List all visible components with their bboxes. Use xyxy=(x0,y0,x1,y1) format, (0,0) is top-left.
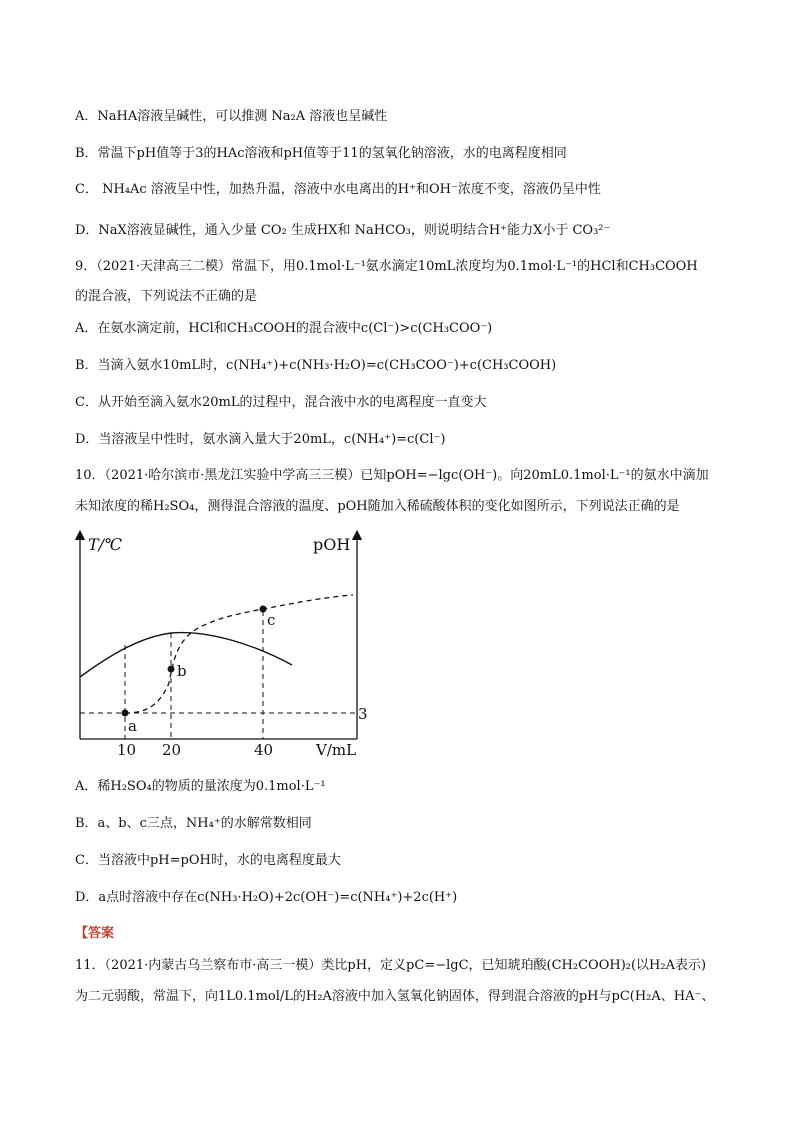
x-tick-10: 10 xyxy=(117,741,137,759)
q9-stem-line1: 9．（2021·天津高三二模）常温下，用0.1mol·L⁻¹氨水滴定10mL浓度均为0.1mol·L⁻¹的HCl和CH₃COOH xyxy=(75,259,698,274)
right-tick-3: 3 xyxy=(358,705,368,723)
y-right-label: pOH xyxy=(313,535,351,554)
q11-stem-line1: 11．（2021·内蒙古乌兰察布市·高三一模）类比pH，定义pC=−lgC，已知琥珀酸(CH₂COOH)₂(以H₂A表示) xyxy=(75,958,707,973)
x-tick-20: 20 xyxy=(162,741,182,759)
q9-option-b: B．当滴入氨水10mL时，c(NH₄⁺)+c(NH₃·H₂O)=c(CH₃COO⁻)+c(CH₃COOH) xyxy=(75,358,557,373)
q11-stem-line2: 为二元弱酸，常温下，向1L0.1mol/L的H₂A溶液中加入氢氧化钠固体，得到混合溶液的pH与pC(H₂A、HA⁻、 xyxy=(75,989,715,1004)
x-tick-40: 40 xyxy=(254,741,274,759)
q8-option-a: A．NaHA溶液呈碱性，可以推测 Na₂A 溶液也呈碱性 xyxy=(75,109,388,124)
q10-option-a: A．稀H₂SO₄的物质的量浓度为0.1mol·L⁻¹ xyxy=(75,779,326,794)
titration-figure xyxy=(70,527,370,763)
q8-option-b: B．常温下pH值等于3的HAc溶液和pH值等于11的氢氧化钠溶液，水的电离程度相同 xyxy=(75,146,567,161)
poh-curve xyxy=(125,595,353,713)
q10-stem-line2: 未知浓度的稀H₂SO₄，测得混合溶液的温度、pOH随加入稀硫酸体积的变化如图所示，下列说法正确的是 xyxy=(75,499,680,514)
point-b xyxy=(168,666,175,673)
q9-option-d: D．当溶液呈中性时，氨水滴入量大于20mL，c(NH₄⁺)=c(Cl⁻) xyxy=(75,432,446,447)
x-axis-label: V/mL xyxy=(316,741,357,759)
answer-label: 【答案 xyxy=(75,926,115,941)
q10-option-d: D．a点时溶液中存在c(NH₃·H₂O)+2c(OH⁻)=c(NH₄⁺)+2c(H⁺) xyxy=(75,890,458,905)
q9-option-a: A．在氨水滴定前，HCl和CH₃COOH的混合液中c(Cl⁻)>c(CH₃COO⁻) xyxy=(75,321,493,336)
y-left-label: T/℃ xyxy=(88,535,122,554)
q9-stem-line2: 的混合液，下列说法不正确的是 xyxy=(75,289,258,304)
q10-option-c: C．当溶液中pH=pOH时，水的电离程度最大 xyxy=(75,853,341,868)
point-a-label: a xyxy=(128,717,137,735)
q8-option-d: D．NaX溶液显碱性，通入少量 CO₂ 生成HX和 NaHCO₃，则说明结合H⁺能力X小于 CO₃²⁻ xyxy=(75,223,611,238)
point-a xyxy=(122,710,129,717)
q10-stem-line1: 10．（2021·哈尔滨市·黑龙江实验中学高三三模）已知pOH=−lgc(OH⁻)。向20mL0.1mol·L⁻¹的氨水中滴加 xyxy=(75,468,709,483)
point-c-label: c xyxy=(267,611,276,629)
q8-option-c: C． NH₄Ac 溶液呈中性，加热升温，溶液中水电离出的H⁺和OH⁻浓度不变，溶液仍呈中性 xyxy=(75,182,601,197)
q10-option-b: B．a、b、c三点，NH₄⁺的水解常数相同 xyxy=(75,816,312,831)
q9-option-c: C．从开始至滴入氨水20mL的过程中，混合液中水的电离程度一直变大 xyxy=(75,395,487,410)
point-b-label: b xyxy=(177,662,187,680)
point-c xyxy=(260,606,267,613)
